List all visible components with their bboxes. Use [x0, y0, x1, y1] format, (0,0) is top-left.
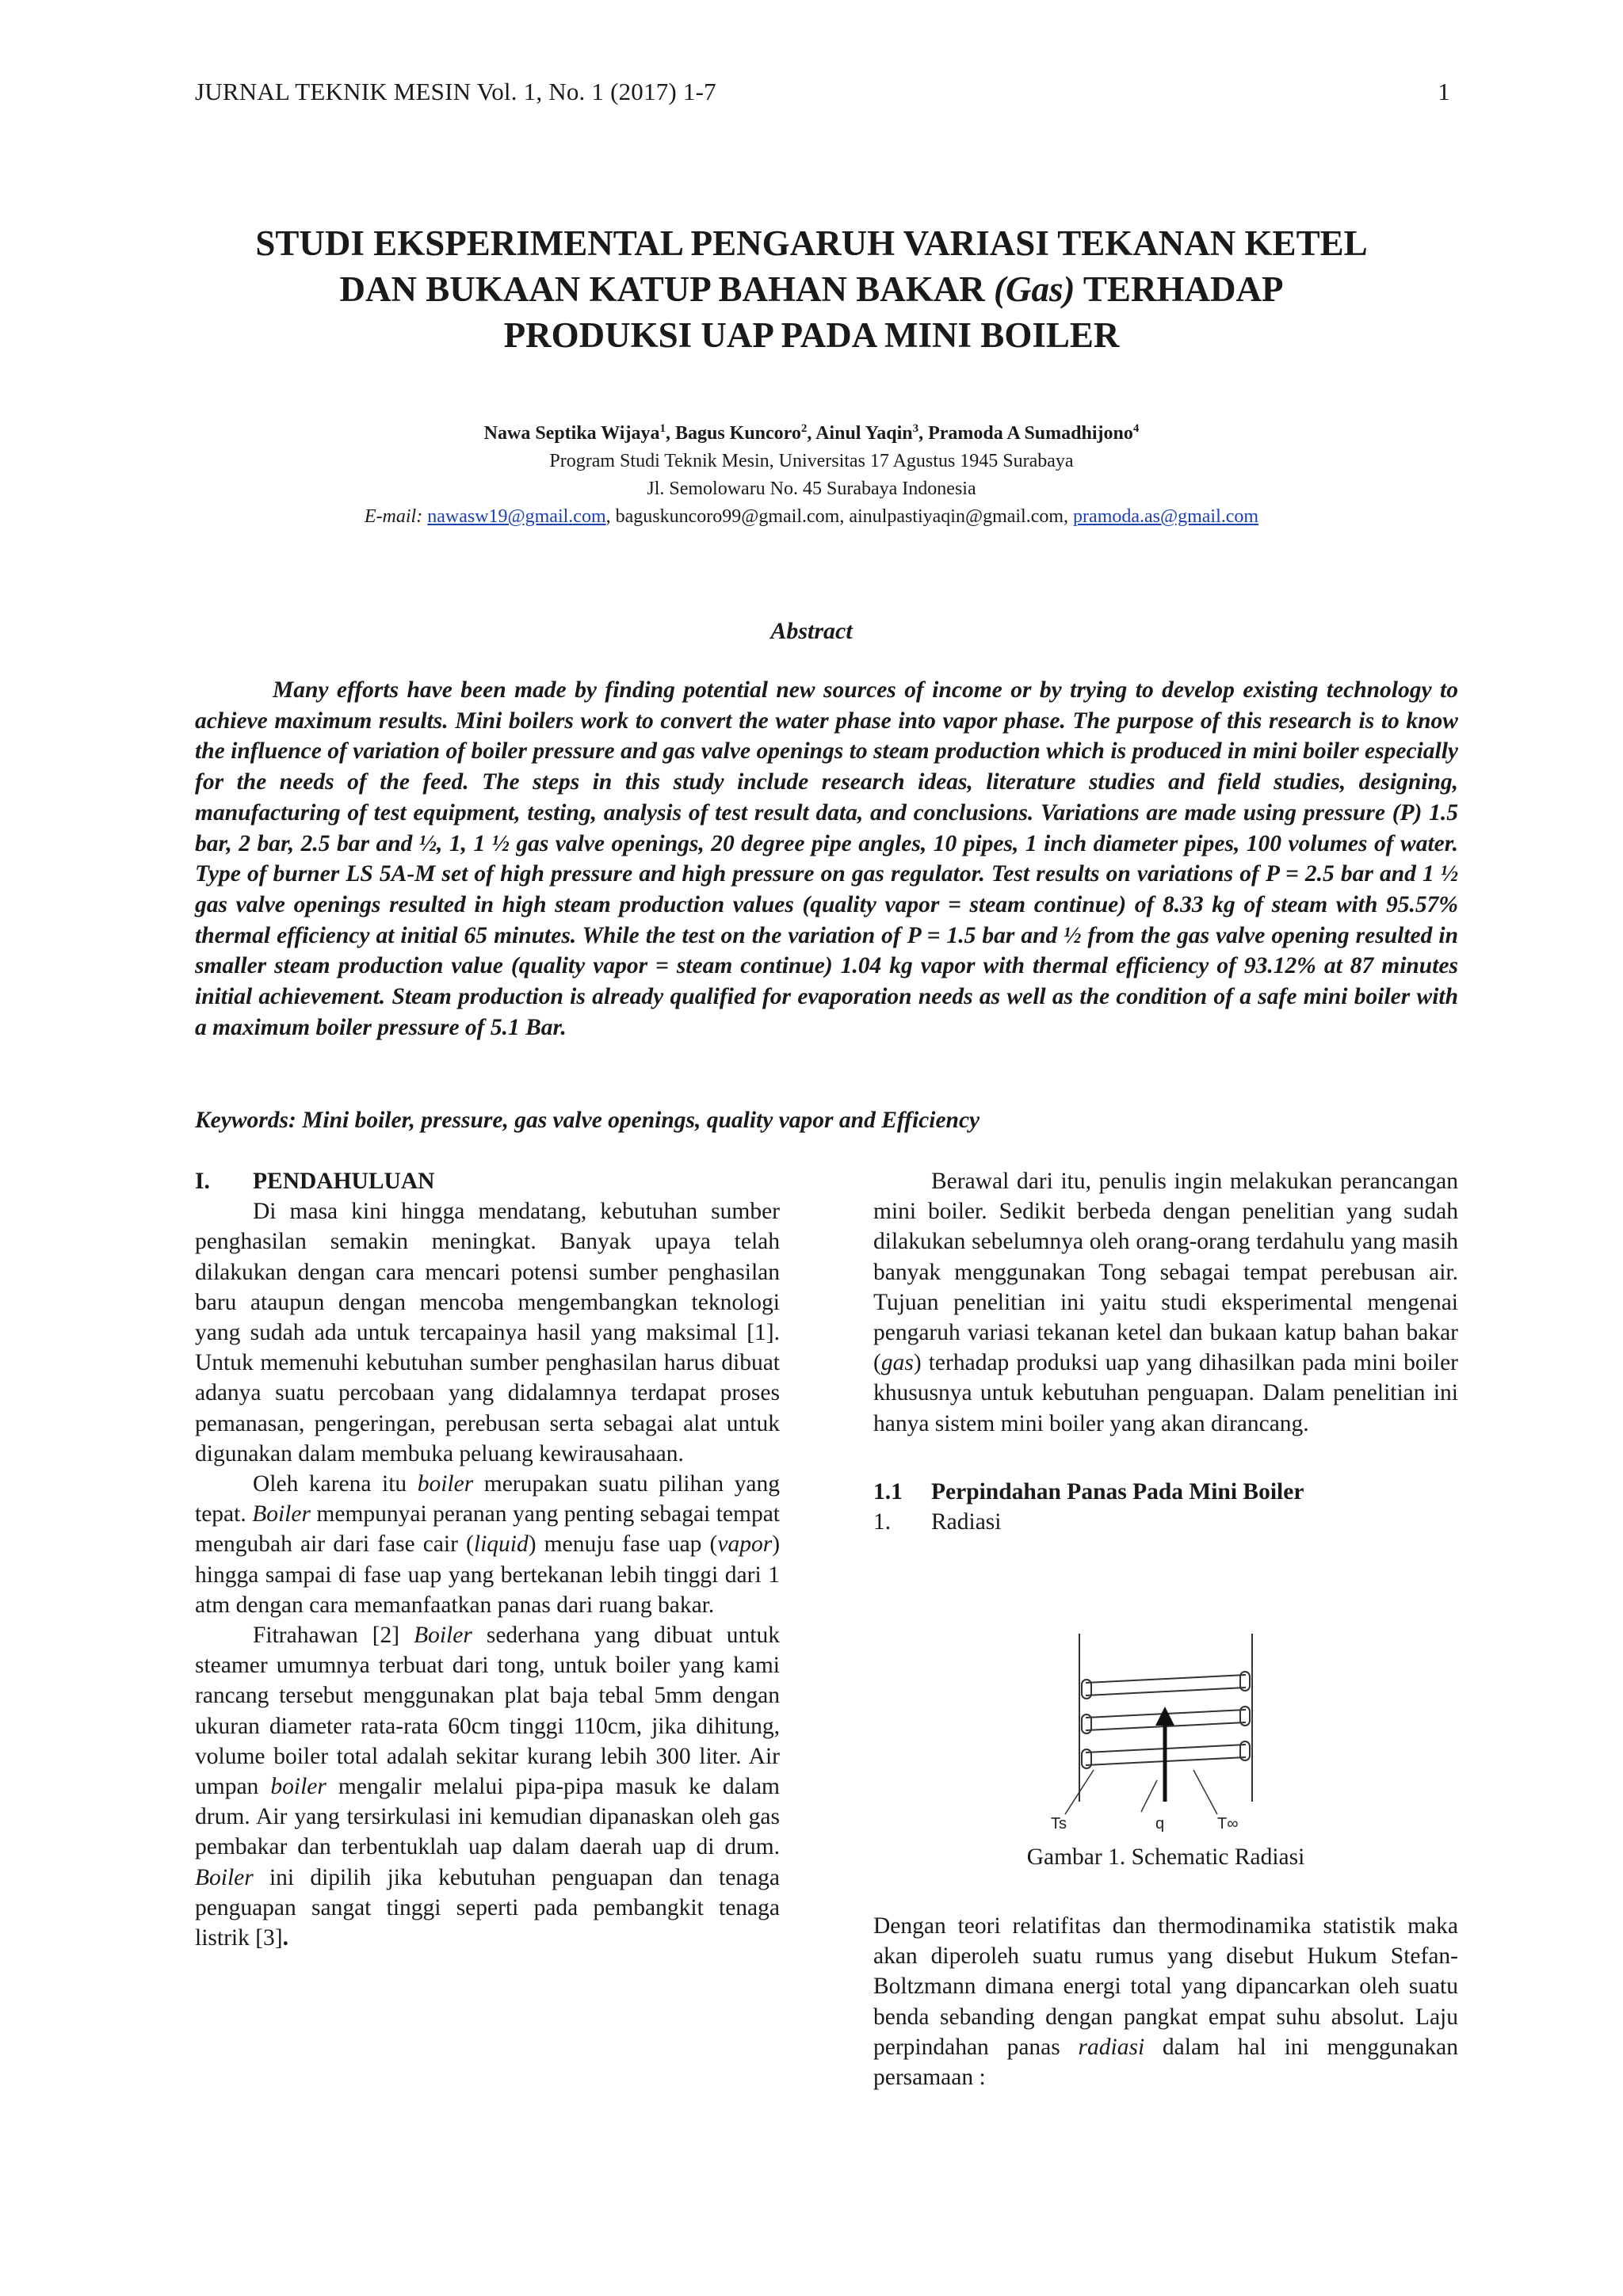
- subsection-title: Perpindahan Panas Pada Mini Boiler: [931, 1478, 1304, 1505]
- email-link-1[interactable]: nawasw19@gmail.com: [427, 506, 606, 527]
- text-run: dalam hal ini menggunakan persamaan :: [873, 2034, 1458, 2091]
- section-title: PENDAHULUAN: [253, 1169, 435, 1194]
- list-number: 1.: [873, 1509, 892, 1535]
- list-item-radiasi: [873, 1507, 1458, 1537]
- left-column: [195, 1166, 780, 1953]
- paragraph-3: [195, 1620, 780, 1953]
- title-line-2-b: TERHADAP: [1075, 269, 1284, 309]
- subsection-number: 1.1: [873, 1478, 903, 1505]
- text-run: Fitrahawan [2]: [253, 1623, 414, 1649]
- label-q: q: [1155, 1815, 1165, 1833]
- paper-title: [158, 220, 1465, 358]
- label-tinf: T∞: [1217, 1815, 1239, 1833]
- email-link-4[interactable]: pramoda.as@gmail.com: [1073, 506, 1259, 527]
- paragraph-2: [195, 1469, 780, 1620]
- right-column: [873, 1166, 1458, 1537]
- text-run: ) hingga sampai di fase uap yang bertekanan lebih tinggi dari 1 atm dengan cara memanfaatkan panas dari ruang bakar.: [195, 1531, 781, 1618]
- title-line-3: PRODUKSI UAP PADA MINI BOILER: [503, 315, 1120, 355]
- section-heading-pendahuluan: [195, 1166, 780, 1196]
- section-number: I.: [195, 1169, 210, 1194]
- leader-tinf: [1193, 1770, 1217, 1814]
- author-3-sup: 3: [912, 422, 919, 435]
- address: Jl. Semolowaru No. 45 Surabaya Indonesia: [647, 479, 976, 499]
- paragraph-1: Di masa kini hingga mendatang, kebutuhan sumber penghasilan semakin meningkat. Banyak upaya telah dilakukan dengan cara mencari potensi sumber penghasilan baru ataupun dengan mencoba mengembangkan teknologi yang sudah ada untuk tercapainya hasil yang maksimal [1]. Untuk memenuhi kebutuhan sumber penghasilan harus dibuat adanya suatu percobaan yang didalamnya terdapat proses pemanasan, pengeringan, perebusan serta sebagai alat untuk digunakan dalam membuka peluang kewirausahaan.: [195, 1199, 780, 1466]
- subsection-heading: [873, 1477, 1458, 1507]
- abstract-heading: Abstract: [770, 618, 853, 644]
- author-4: Pramoda A Sumadhijono: [928, 423, 1133, 444]
- italic-run: Boiler: [195, 1864, 254, 1890]
- figure-caption: Gambar 1. Schematic Radiasi: [1026, 1844, 1305, 1870]
- keywords: Keywords: Mini boiler, pressure, gas valve openings, quality vapor and Efficiency: [195, 1108, 980, 1133]
- email-label: E-mail:: [364, 506, 423, 527]
- text-run: mempunyai peranan yang penting sebagai tempat mengubah air dari fase cair (: [195, 1501, 780, 1558]
- author-2-sup: 2: [800, 422, 808, 435]
- author-3: Ainul Yaqin: [815, 423, 913, 444]
- text-run: Berawal dari itu, penulis ingin melakukan perancangan mini boiler. Sedikit berbeda dengan penelitian yang sudah dilakukan sebelumnya oleh orang-orang terdahulu yang masih banyak menggunakan Tong sebagai tempat perebusan air. Tujuan penelitian ini yaitu studi eksperimental mengenai pengaruh variasi tekanan ketel dan bukaan katup bahan bakar (: [873, 1169, 1458, 1376]
- author-block: [158, 415, 1465, 531]
- arrow-head: [1155, 1707, 1174, 1726]
- email-line: [158, 503, 1465, 531]
- title-line-2-italic: (Gas): [994, 269, 1075, 309]
- label-ts: Ts: [1051, 1815, 1067, 1833]
- text-run: ) terhadap produksi uap yang dihasilkan pada mini boiler khususnya untuk kebutuhan penguapan. Dalam penelitian ini hanya sistem mini boiler yang akan dirancang.: [873, 1350, 1458, 1436]
- author-sep: ,: [918, 423, 929, 444]
- italic-run: gas: [880, 1350, 914, 1376]
- journal-header: JURNAL TEKNIK MESIN Vol. 1, No. 1 (2017) 1-7: [195, 78, 716, 105]
- text-run: sederhana yang dibuat untuk steamer umumnya terbuat dari tong, untuk boiler yang kami rancang tersebut menggunakan plat baja tebal 5mm dengan ukuran diameter rata-rata 60cm tinggi 110cm, jika dihitung, volume boiler total adalah sekitar kurang lebih 300 liter. Air umpan: [195, 1623, 781, 1800]
- italic-run: Boiler: [414, 1623, 472, 1649]
- text-run: ini dipilih jika kebutuhan penguapan dan tenaga penguapan sangat tinggi seperti pada pembangkit tenaga listrik [3]: [195, 1864, 780, 1951]
- text-run: ) menuju fase uap (: [528, 1531, 718, 1558]
- author-2: Bagus Kuncoro: [674, 423, 801, 444]
- title-line-1: STUDI EKSPERIMENTAL PENGARUH VARIASI TEKANAN KETEL: [255, 223, 1368, 263]
- page-number: 1: [1438, 78, 1450, 105]
- text-run: mengalir melalui pipa-pipa masuk ke dalam drum. Air yang tersirkulasi ini kemudian dipanaskan oleh gas pembakar dan terbentuklah uap dalam daerah uap di drum.: [195, 1774, 780, 1860]
- title-line-2-a: DAN BUKAAN KATUP BAHAN BAKAR: [339, 269, 994, 309]
- author-sep: ,: [807, 423, 816, 444]
- italic-run: vapor: [717, 1531, 773, 1558]
- text-run: Dengan teori relatifitas dan thermodinamika statistik maka akan diperoleh suatu rumus yang disebut Hukum Stefan-Boltzmann dimana energi total yang dipancarkan oleh suatu benda sebanding dengan pangkat empat suhu absolut. Laju perpindahan panas: [873, 1913, 1458, 2060]
- italic-run: boiler: [417, 1471, 474, 1497]
- author-4-sup: 4: [1132, 422, 1140, 435]
- affiliation: Program Studi Teknik Mesin, Universitas 17 Agustus 1945 Surabaya: [549, 451, 1074, 471]
- radiation-schematic-figure: [1038, 1634, 1300, 1840]
- tube-1: [1082, 1672, 1250, 1699]
- italic-run: Boiler: [252, 1501, 311, 1527]
- italic-run: radiasi: [1078, 2034, 1145, 2060]
- paragraph-right-1: [873, 1166, 1458, 1439]
- text-run: merupakan suatu pilihan yang tepat.: [195, 1471, 780, 1527]
- text-run: Oleh karena itu: [253, 1471, 418, 1497]
- italic-run: boiler: [270, 1774, 327, 1800]
- paragraph-right-2: [873, 1911, 1458, 2092]
- author-1: Nawa Septika Wijaya: [483, 423, 660, 444]
- author-names: [158, 415, 1465, 448]
- email-plain: , baguskuncoro99@gmail.com, ainulpastiyaqin@gmail.com,: [605, 506, 1074, 527]
- author-sep: ,: [665, 423, 675, 444]
- abstract-text: Many efforts have been made by finding potential new sources of income or by trying to develop existing technology to achieve maximum results. Mini boilers work to convert the water phase into vapor phase. The purpose of this research is to know the influence of variation of boiler pressure and gas valve openings to steam production which is produced in mini boiler especially for the needs of the feed. The steps in this study include research ideas, literature studies and field studies, designing, manufacturing of test equipment, testing, analysis of test result data, and conclusions. Variations are made using pressure (P) 1.5 bar, 2 bar, 2.5 bar and ½, 1, 1 ½ gas valve openings, 20 degree pipe angles, 10 pipes, 1 inch diameter pipes, 100 volumes of water. Type of burner LS 5A-M set of high pressure and high pressure on gas regulator. Test results on variations of P = 2.5 bar and 1 ½ gas valve openings resulted in high steam production values (quality vapor = steam continue) of 8.33 kg of steam with 95.57% thermal efficiency at initial 65 minutes. While the test on the variation of P = 1.5 bar and ½ from the gas valve opening resulted in smaller steam production value (quality vapor = steam continue) 1.04 kg vapor with thermal efficiency of 93.12% at 87 minutes initial achievement. Steam production is already qualified for evaporation needs as well as the condition of a safe mini boiler with a maximum boiler pressure of 5.1 Bar.: [195, 677, 1458, 1040]
- italic-run: liquid: [473, 1531, 529, 1558]
- text-run: .: [282, 1925, 288, 1951]
- author-1-sup: 1: [659, 422, 666, 435]
- list-text: Radiasi: [931, 1509, 1002, 1535]
- leader-q: [1141, 1780, 1157, 1812]
